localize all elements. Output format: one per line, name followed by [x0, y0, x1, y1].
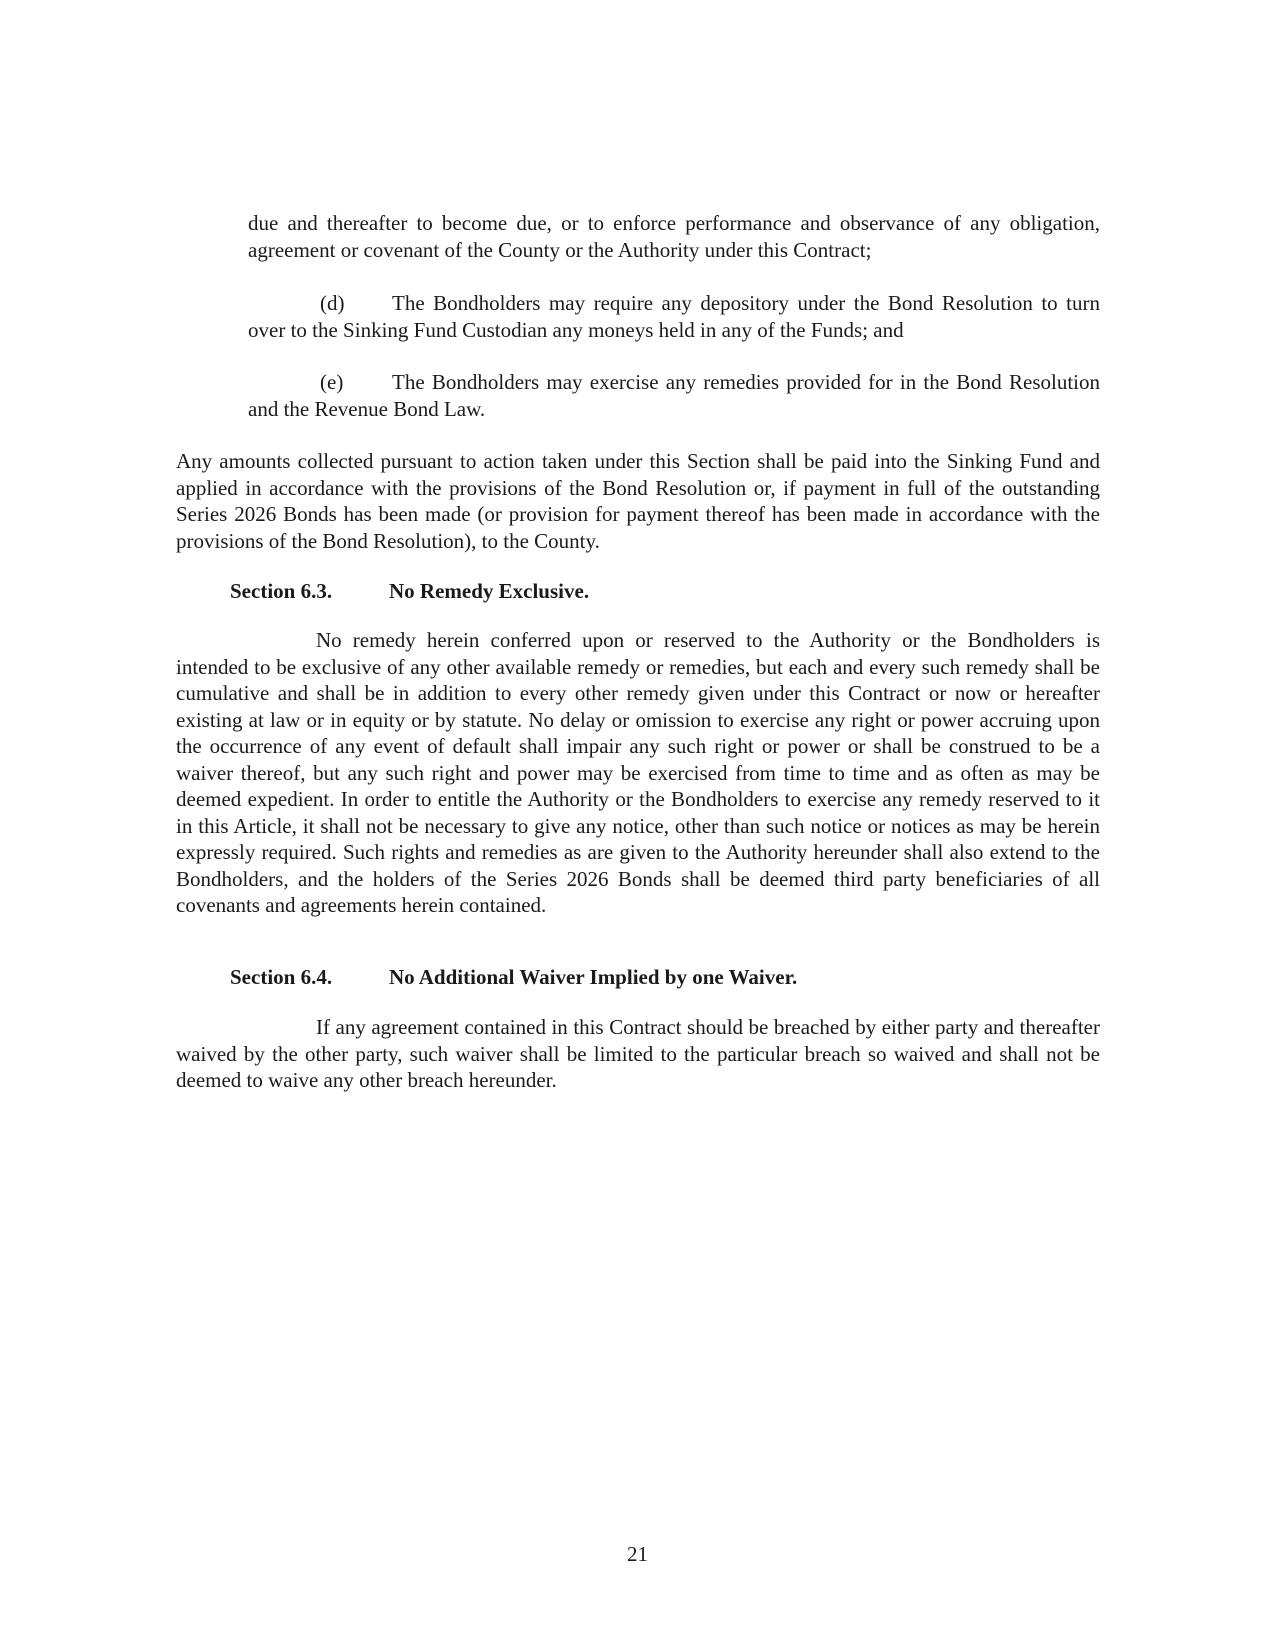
list-item-e — [248, 369, 1100, 422]
section-6-3-number: Section 6.3. — [230, 579, 333, 603]
section-6-4-title: No Additional Waiver Implied by one Waiver. — [389, 965, 798, 989]
amounts-paragraph: Any amounts collected pursuant to action taken under this Section shall be paid into the Sinking Fund and applied in accordance with the provisions of the Bond Resolution or, if payment in full of the outstanding Series 2026 Bonds has been made (or provision for payment thereof has been made in accordance with the provisions of the Bond Resolution), to the County. — [176, 449, 1100, 553]
section-6-3-body: No remedy herein conferred upon or reserved to the Authority or the Bondholders is intended to be exclusive of any other available remedy or remedies, but each and every such remedy shall be cumulative and shall be in addition to every other remedy given under this Contract or now or hereafter existing at law or in equity or by statute. No delay or omission to exercise any right or power accruing upon the occurrence of any event of default shall impair any such right or power or shall be construed to be a waiver thereof, but any such right and power may be exercised from time to time and as often as may be deemed expedient. In order to entitle the Authority or the Bondholders to exercise any remedy reserved to it in this Article, it shall not be necessary to give any notice, other than such notice or notices as may be herein expressly required. Such rights and remedies as are given to the Authority hereunder shall also extend to the Bondholders, and the holders of the Series 2026 Bonds shall be deemed third party beneficiaries of all covenants and agreements herein contained. — [176, 628, 1100, 917]
section-6-4-body: If any agreement contained in this Contract should be breached by either party and thereafter waived by the other party, such waiver shall be limited to the particular breach so waived and shall not be deemed to waive any other breach hereunder. — [176, 1015, 1100, 1092]
continuation-paragraph: due and thereafter to become due, or to enforce performance and observance of any obligation, agreement or covenant of the County or the Authority under this Contract; — [248, 211, 1100, 262]
list-item-e-label: (e) — [320, 370, 344, 394]
list-item-e-text: The Bondholders may exercise any remedies provided for in the Bond Resolution and the Revenue Bond Law. — [248, 370, 1100, 421]
section-6-3-title: No Remedy Exclusive. — [389, 579, 590, 603]
section-6-4-number: Section 6.4. — [230, 965, 333, 989]
list-item-d-text: The Bondholders may require any depository under the Bond Resolution to turn over to the Sinking Fund Custodian any moneys held in any of the Funds; and — [248, 291, 1100, 342]
list-item-d — [248, 290, 1100, 343]
section-6-3-heading — [230, 578, 589, 604]
page-number: 21 — [627, 1542, 648, 1566]
list-item-d-label: (d) — [320, 291, 345, 315]
section-6-4-heading — [230, 964, 797, 990]
